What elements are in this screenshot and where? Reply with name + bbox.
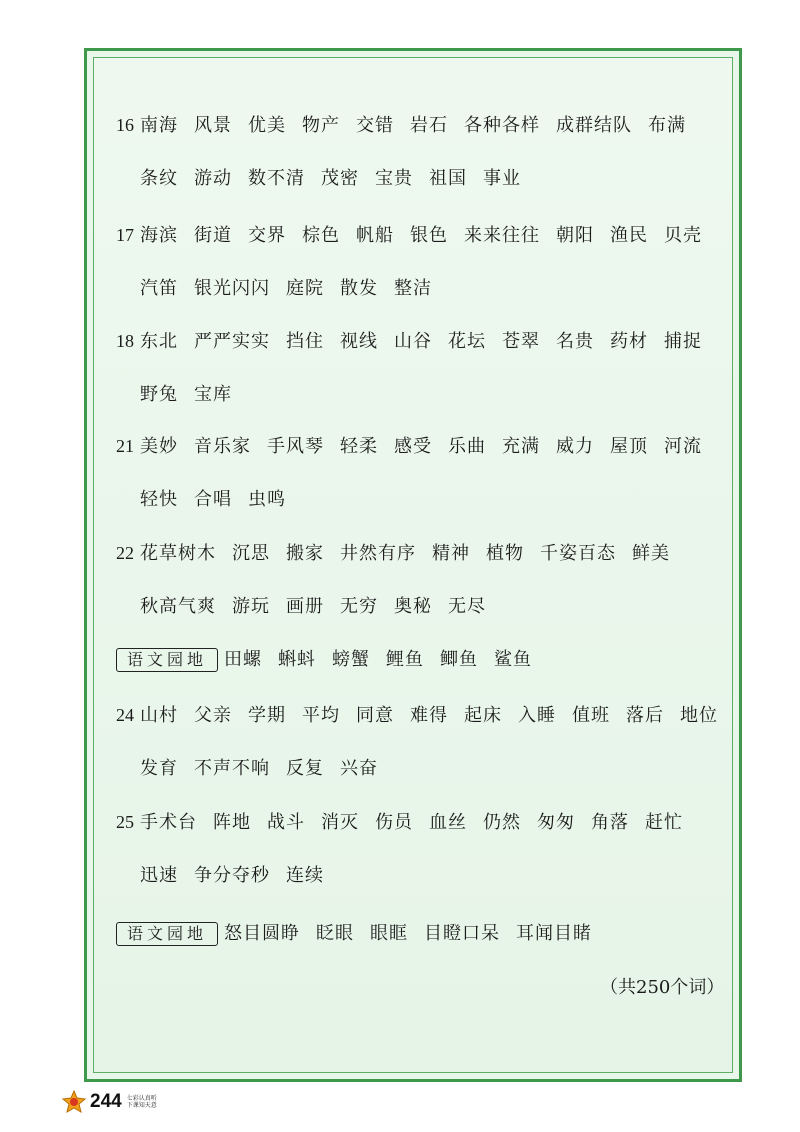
vocab-word: 耳闻目睹 bbox=[516, 923, 593, 944]
vocab-word: 连续 bbox=[286, 865, 324, 886]
lesson-number: 25 bbox=[116, 812, 134, 832]
vocab-word: 眼眶 bbox=[370, 923, 409, 944]
vocab-word: 药材 bbox=[610, 331, 648, 352]
vocab-word: 平均 bbox=[302, 705, 340, 726]
vocab-word: 同意 bbox=[356, 705, 394, 726]
vocab-word: 整洁 bbox=[394, 278, 432, 299]
vocab-word: 发育 bbox=[140, 758, 178, 779]
vocab-word: 反复 bbox=[286, 758, 324, 779]
vocab-word: 目瞪口呆 bbox=[424, 923, 501, 944]
vocab-word: 鲫鱼 bbox=[440, 649, 479, 670]
vocab-word: 挡住 bbox=[286, 331, 324, 352]
vocab-word: 事业 bbox=[483, 168, 521, 189]
vocab-word: 血丝 bbox=[429, 812, 467, 833]
vocab-word: 鲨鱼 bbox=[494, 649, 533, 670]
vocab-word: 捕捉 bbox=[664, 331, 702, 352]
vocab-word: 银光闪闪 bbox=[194, 278, 270, 299]
vocab-word: 帆船 bbox=[356, 225, 394, 246]
vocab-word: 朝阳 bbox=[556, 225, 594, 246]
vocab-word: 无尽 bbox=[448, 596, 486, 617]
vocab-word: 入睡 bbox=[518, 705, 556, 726]
vocab-word: 仍然 bbox=[483, 812, 521, 833]
vocab-word: 野兔 bbox=[140, 384, 178, 405]
vocab-word: 优美 bbox=[248, 115, 286, 136]
word-line bbox=[116, 382, 726, 408]
vocab-word: 乐曲 bbox=[448, 436, 486, 457]
vocab-word: 宝贵 bbox=[375, 168, 413, 189]
vocab-word: 沉思 bbox=[232, 543, 270, 564]
badge-icon bbox=[62, 1090, 86, 1114]
vocab-word: 条纹 bbox=[140, 168, 178, 189]
lesson-block bbox=[116, 328, 726, 408]
series-title-line-2: 下课知天意 bbox=[126, 1102, 157, 1109]
vocab-word: 成群结队 bbox=[556, 115, 632, 136]
vocab-word: 学期 bbox=[248, 705, 286, 726]
vocab-word: 轻快 bbox=[140, 489, 178, 510]
series-title bbox=[127, 1095, 157, 1109]
vocab-word: 角落 bbox=[591, 812, 629, 833]
section-tag: 语文园地 bbox=[116, 922, 218, 946]
vocab-word: 奥秘 bbox=[394, 596, 432, 617]
lesson-block bbox=[116, 921, 726, 947]
vocab-word: 无穷 bbox=[340, 596, 378, 617]
vocab-word: 井然有序 bbox=[340, 543, 416, 564]
vocab-word: 宝库 bbox=[194, 384, 232, 405]
word-line bbox=[116, 433, 726, 459]
vocab-word: 海滨 bbox=[140, 225, 178, 246]
lesson-block bbox=[116, 112, 726, 192]
vocab-word: 匆匆 bbox=[537, 812, 575, 833]
vocab-word: 阵地 bbox=[213, 812, 251, 833]
vocab-word: 交错 bbox=[356, 115, 394, 136]
vocab-word: 祖国 bbox=[429, 168, 467, 189]
vocab-word: 植物 bbox=[486, 543, 524, 564]
vocab-word: 鲤鱼 bbox=[386, 649, 425, 670]
vocab-word: 不声不响 bbox=[194, 758, 270, 779]
vocab-word: 难得 bbox=[410, 705, 448, 726]
vocab-word: 精神 bbox=[432, 543, 470, 564]
page-number: 244 bbox=[90, 1091, 122, 1112]
lesson-block bbox=[116, 433, 726, 513]
word-line bbox=[116, 112, 726, 138]
vocab-word: 物产 bbox=[302, 115, 340, 136]
vocab-word: 手术台 bbox=[140, 812, 197, 833]
vocab-word: 搬家 bbox=[286, 543, 324, 564]
vocab-word: 山村 bbox=[140, 705, 178, 726]
lesson-number: 21 bbox=[116, 436, 134, 456]
vocab-word: 河流 bbox=[664, 436, 702, 457]
vocab-word: 迅速 bbox=[140, 865, 178, 886]
lesson-block bbox=[116, 702, 726, 782]
vocab-word: 各种各样 bbox=[464, 115, 540, 136]
lesson-block bbox=[116, 222, 726, 302]
word-line bbox=[116, 487, 726, 513]
word-line bbox=[116, 921, 726, 947]
vocab-word: 游玩 bbox=[232, 596, 270, 617]
vocab-word: 虫鸣 bbox=[248, 489, 286, 510]
vocab-word: 花草树木 bbox=[140, 543, 216, 564]
vocab-word: 画册 bbox=[286, 596, 324, 617]
word-line bbox=[116, 647, 726, 673]
vocab-word: 交界 bbox=[248, 225, 286, 246]
vocab-word: 地位 bbox=[680, 705, 718, 726]
vocab-word: 来来往往 bbox=[464, 225, 540, 246]
vocab-word: 屋顶 bbox=[610, 436, 648, 457]
vocab-word: 值班 bbox=[572, 705, 610, 726]
vocab-word: 眨眼 bbox=[316, 923, 355, 944]
vocab-word: 散发 bbox=[340, 278, 378, 299]
word-line bbox=[116, 222, 726, 248]
vocab-word: 音乐家 bbox=[194, 436, 251, 457]
series-title-line-1: 七彩认真听 bbox=[126, 1095, 157, 1102]
vocab-word: 山谷 bbox=[394, 331, 432, 352]
vocab-word: 美妙 bbox=[140, 436, 178, 457]
vocab-word: 合唱 bbox=[194, 489, 232, 510]
vocab-word: 伤员 bbox=[375, 812, 413, 833]
lesson-block bbox=[116, 647, 726, 673]
vocab-word: 战斗 bbox=[267, 812, 305, 833]
vocab-word: 兴奋 bbox=[340, 758, 378, 779]
word-line bbox=[116, 756, 726, 782]
lesson-number: 18 bbox=[116, 331, 134, 351]
word-line bbox=[116, 328, 726, 354]
vocab-word: 南海 bbox=[140, 115, 178, 136]
vocab-word: 父亲 bbox=[194, 705, 232, 726]
vocab-word: 怒目圆睁 bbox=[224, 923, 301, 944]
vocab-word: 起床 bbox=[464, 705, 502, 726]
vocab-word: 赶忙 bbox=[645, 812, 683, 833]
vocab-word: 棕色 bbox=[302, 225, 340, 246]
word-line bbox=[116, 863, 726, 889]
section-tag: 语文园地 bbox=[116, 648, 218, 672]
vocab-word: 视线 bbox=[340, 331, 378, 352]
lesson-number: 16 bbox=[116, 115, 134, 135]
word-line bbox=[116, 594, 726, 620]
vocab-word: 银色 bbox=[410, 225, 448, 246]
word-line bbox=[116, 166, 726, 192]
vocab-word: 威力 bbox=[556, 436, 594, 457]
vocab-word: 苍翠 bbox=[502, 331, 540, 352]
vocab-word: 蝌蚪 bbox=[278, 649, 317, 670]
vocab-word: 街道 bbox=[194, 225, 232, 246]
vocab-word: 田螺 bbox=[224, 649, 263, 670]
vocab-word: 轻柔 bbox=[340, 436, 378, 457]
vocab-word: 消灭 bbox=[321, 812, 359, 833]
vocab-word: 严严实实 bbox=[194, 331, 270, 352]
vocab-word: 落后 bbox=[626, 705, 664, 726]
vocab-word: 布满 bbox=[648, 115, 686, 136]
vocab-word: 充满 bbox=[502, 436, 540, 457]
vocab-word: 岩石 bbox=[410, 115, 448, 136]
total-count: （共250个词） bbox=[600, 977, 725, 998]
word-line bbox=[116, 809, 726, 835]
vocab-word: 争分夺秒 bbox=[194, 865, 270, 886]
vocab-word: 风景 bbox=[194, 115, 232, 136]
word-line bbox=[116, 540, 726, 566]
lesson-number: 22 bbox=[116, 543, 134, 563]
lesson-number: 24 bbox=[116, 705, 134, 725]
vocab-word: 汽笛 bbox=[140, 278, 178, 299]
vocab-word: 千姿百态 bbox=[540, 543, 616, 564]
word-line bbox=[116, 276, 726, 302]
vocab-word: 螃蟹 bbox=[332, 649, 371, 670]
vocab-word: 东北 bbox=[140, 331, 178, 352]
vocab-word: 手风琴 bbox=[267, 436, 324, 457]
vocab-word: 秋高气爽 bbox=[140, 596, 216, 617]
page-footer bbox=[62, 1090, 157, 1114]
vocab-word: 茂密 bbox=[321, 168, 359, 189]
lesson-block bbox=[116, 540, 726, 620]
vocab-word: 数不清 bbox=[248, 168, 305, 189]
lesson-number: 17 bbox=[116, 225, 134, 245]
vocab-word: 庭院 bbox=[286, 278, 324, 299]
vocab-word: 游动 bbox=[194, 168, 232, 189]
vocab-word: 花坛 bbox=[448, 331, 486, 352]
lesson-block bbox=[116, 809, 726, 889]
vocab-word: 渔民 bbox=[610, 225, 648, 246]
word-line bbox=[116, 702, 726, 728]
vocab-word: 名贵 bbox=[556, 331, 594, 352]
vocab-word: 贝壳 bbox=[664, 225, 702, 246]
vocab-word: 感受 bbox=[394, 436, 432, 457]
vocab-word: 鲜美 bbox=[632, 543, 670, 564]
